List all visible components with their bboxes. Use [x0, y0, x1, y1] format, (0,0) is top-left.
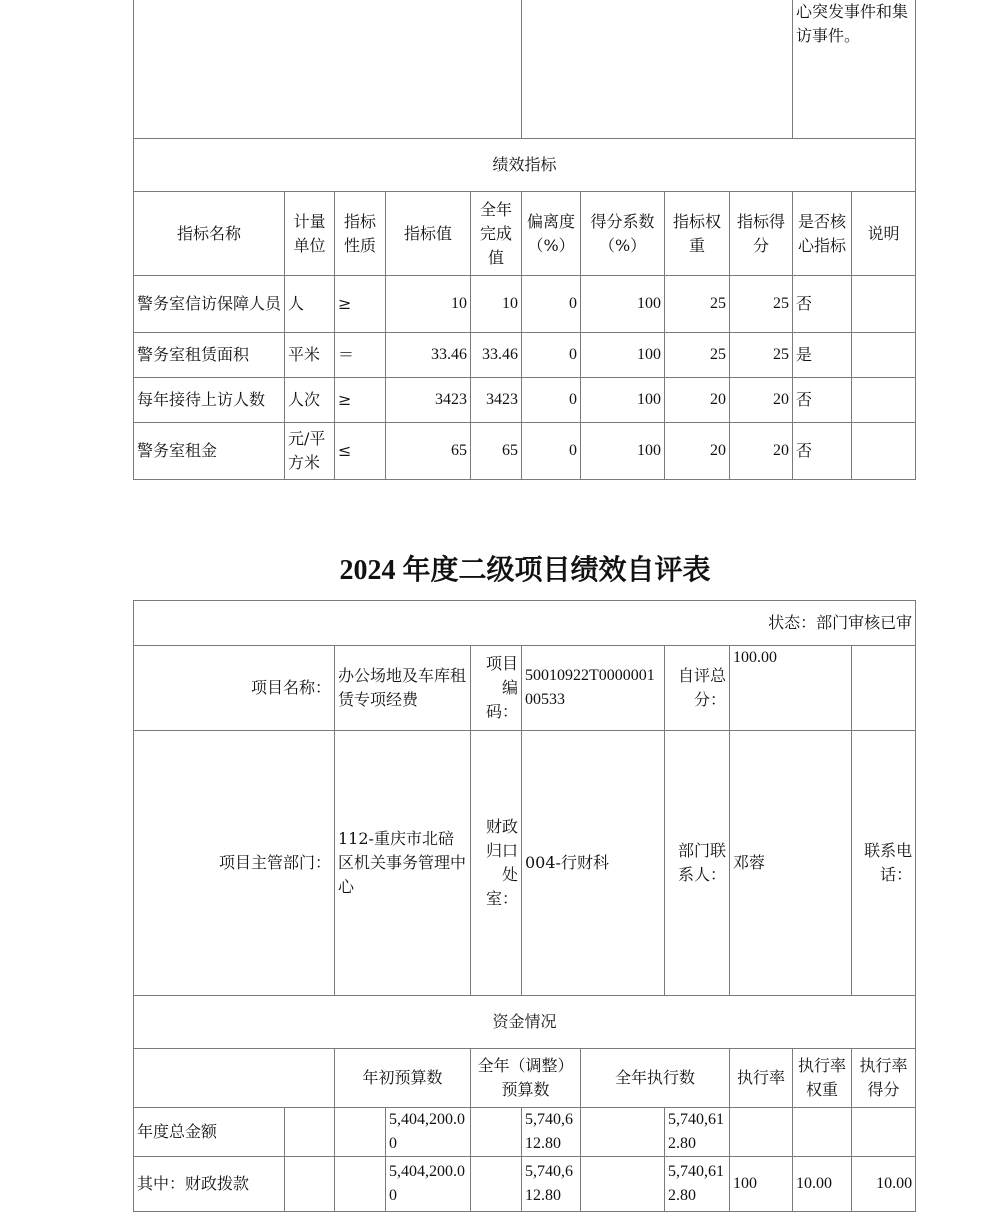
- indicator-note: [852, 276, 916, 333]
- fund-header: 全年执行数: [581, 1049, 730, 1108]
- status-text: 状态：部门审核已审: [134, 601, 916, 646]
- indicator-unit: 平米: [285, 333, 335, 378]
- page-title: 2024 年度二级项目绩效自评表: [339, 555, 711, 586]
- indicator-note: [852, 333, 916, 378]
- indicator-done: 33.46: [471, 333, 522, 378]
- fund-header-blank: [134, 1049, 335, 1108]
- fund-initial: 5,404,200.00: [386, 1157, 471, 1212]
- performance-indicator-table: [133, 0, 916, 480]
- indicator-done: 65: [471, 423, 522, 480]
- indicator-score: 20: [730, 378, 793, 423]
- header-cell: 得分系数（%）: [581, 192, 665, 276]
- indicator-coefficient: 100: [581, 333, 665, 378]
- fund-row-label: 其中：财政拨款: [134, 1157, 285, 1212]
- indicator-score: 20: [730, 423, 793, 480]
- prev-blank-cell: [134, 0, 522, 139]
- self-score-label: 自评总分：: [665, 646, 730, 731]
- indicator-done: 10: [471, 276, 522, 333]
- table-row: [134, 333, 916, 378]
- indicator-nature: ≥: [335, 378, 386, 423]
- table-row: [134, 423, 916, 480]
- fund-executed: 5,740,612.80: [665, 1157, 730, 1212]
- blank-cell: [581, 1108, 665, 1157]
- header-cell: 指标得分: [730, 192, 793, 276]
- finance-office: 004-行财科: [522, 731, 665, 996]
- fund-weight: [793, 1108, 852, 1157]
- blank-cell: [335, 1108, 386, 1157]
- indicator-coefficient: 100: [581, 423, 665, 480]
- self-evaluation-table: [133, 600, 916, 1212]
- project-code-label: 项目编码：: [471, 646, 522, 731]
- indicator-note: [852, 378, 916, 423]
- fund-header: 执行率权重: [793, 1049, 852, 1108]
- contact-person: 邓蓉: [730, 731, 852, 996]
- table-row: [134, 1108, 916, 1157]
- indicator-unit: 人次: [285, 378, 335, 423]
- indicator-nature: ＝: [335, 333, 386, 378]
- indicator-deviation: 0: [522, 423, 581, 480]
- fund-initial: 5,404,200.00: [386, 1108, 471, 1157]
- indicator-weight: 25: [665, 333, 730, 378]
- indicator-done: 3423: [471, 378, 522, 423]
- fund-header: 年初预算数: [335, 1049, 471, 1108]
- header-cell: 指标权重: [665, 192, 730, 276]
- blank-cell: [335, 1157, 386, 1212]
- phone-label: 联系电话：: [852, 731, 916, 996]
- indicator-deviation: 0: [522, 333, 581, 378]
- indicator-weight: 20: [665, 378, 730, 423]
- indicator-weight: 25: [665, 276, 730, 333]
- prev-text-cell: 心突发事件和集访事件。: [793, 0, 916, 139]
- fund-executed: 5,740,612.80: [665, 1108, 730, 1157]
- fund-header: 全年（调整）预算数: [471, 1049, 581, 1108]
- indicator-value: 65: [386, 423, 471, 480]
- indicator-coefficient: 100: [581, 378, 665, 423]
- header-cell: 偏离度（%）: [522, 192, 581, 276]
- fund-header: 执行率得分: [852, 1049, 916, 1108]
- indicator-core: 否: [793, 378, 852, 423]
- blank-cell: [471, 1157, 522, 1212]
- header-cell: 全年完成值: [471, 192, 522, 276]
- indicator-core: 否: [793, 423, 852, 480]
- table-row: [134, 378, 916, 423]
- fund-rate: [730, 1108, 793, 1157]
- indicator-nature: ≥: [335, 276, 386, 333]
- fund-score: 10.00: [852, 1157, 916, 1212]
- finance-label: 财政归口处室：: [471, 731, 522, 996]
- indicator-name: 警务室租赁面积: [134, 333, 285, 378]
- indicator-nature: ≤: [335, 423, 386, 480]
- indicator-score: 25: [730, 276, 793, 333]
- indicator-core: 否: [793, 276, 852, 333]
- indicator-coefficient: 100: [581, 276, 665, 333]
- blank-cell: [581, 1157, 665, 1212]
- dept: 112-重庆市北碚区机关事务管理中心: [335, 731, 471, 996]
- indicator-unit: 元/平方米: [285, 423, 335, 480]
- indicator-name: 每年接待上访人数: [134, 378, 285, 423]
- header-cell: 指标值: [386, 192, 471, 276]
- indicator-deviation: 0: [522, 378, 581, 423]
- indicator-note: [852, 423, 916, 480]
- indicator-core: 是: [793, 333, 852, 378]
- fund-adjusted: 5,740,612.80: [522, 1108, 581, 1157]
- fund-section-title: 资金情况: [134, 996, 916, 1049]
- dept-label: 项目主管部门：: [134, 731, 335, 996]
- project-name-label: 项目名称：: [134, 646, 335, 731]
- project-code: 50010922T000000100533: [522, 646, 665, 731]
- section-title: 绩效指标: [134, 139, 916, 192]
- header-cell: 说明: [852, 192, 916, 276]
- indicator-value: 3423: [386, 378, 471, 423]
- indicator-name: 警务室信访保障人员: [134, 276, 285, 333]
- fund-weight: 10.00: [793, 1157, 852, 1212]
- fund-rate: 100: [730, 1157, 793, 1212]
- indicator-score: 25: [730, 333, 793, 378]
- fund-score: [852, 1108, 916, 1157]
- indicator-unit: 人: [285, 276, 335, 333]
- blank-cell: [285, 1108, 335, 1157]
- contact-label: 部门联系人：: [665, 731, 730, 996]
- fund-header: 执行率: [730, 1049, 793, 1108]
- blank-cell: [852, 646, 916, 731]
- table-row: [134, 276, 916, 333]
- fund-row-label: 年度总金额: [134, 1108, 285, 1157]
- indicator-weight: 20: [665, 423, 730, 480]
- indicator-name: 警务室租金: [134, 423, 285, 480]
- blank-cell: [285, 1157, 335, 1212]
- header-cell: 指标性质: [335, 192, 386, 276]
- indicator-deviation: 0: [522, 276, 581, 333]
- self-score: 100.00: [730, 646, 852, 731]
- indicator-value: 33.46: [386, 333, 471, 378]
- table-row: [134, 1157, 916, 1212]
- project-name: 办公场地及车库租赁专项经费: [335, 646, 471, 731]
- fund-adjusted: 5,740,612.80: [522, 1157, 581, 1212]
- blank-cell: [471, 1108, 522, 1157]
- header-cell: 是否核心指标: [793, 192, 852, 276]
- indicator-value: 10: [386, 276, 471, 333]
- prev-blank-cell: [522, 0, 793, 139]
- header-cell: 计量单位: [285, 192, 335, 276]
- header-cell: 指标名称: [134, 192, 285, 276]
